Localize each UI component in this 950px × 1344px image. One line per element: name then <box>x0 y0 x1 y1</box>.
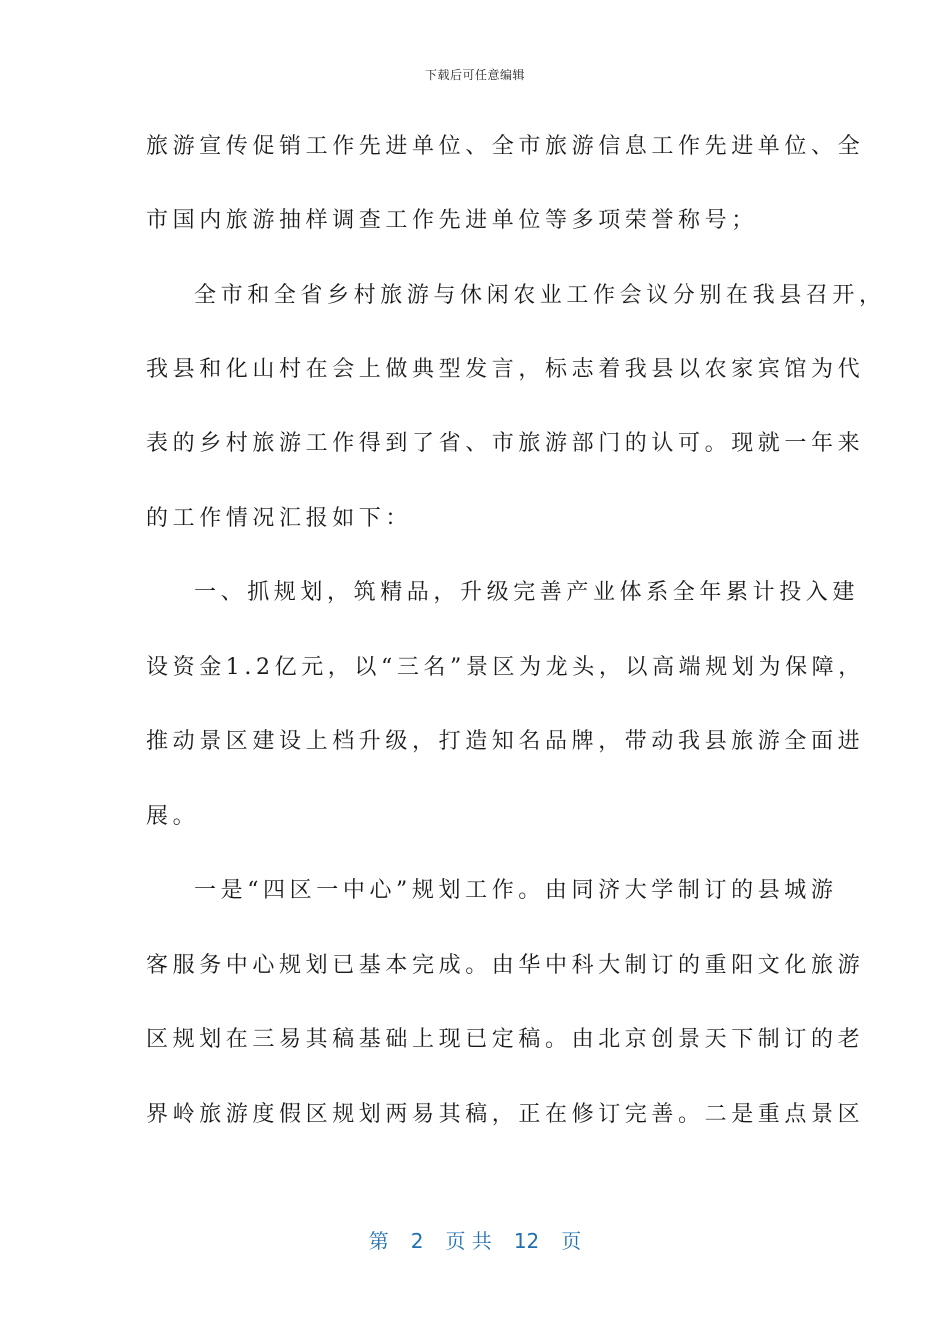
header-note: 下载后可任意编辑 <box>424 68 525 82</box>
text-line: 全市和全省乡村旅游与休闲农业工作会议分别在我县召开， <box>194 283 886 308</box>
text-line: 推动景区建设上档升级，打造知名品牌，带动我县旅游全面进 <box>146 729 865 754</box>
text-line: 客服务中心规划已基本完成。由华中科大制订的重阳文化旅游 <box>146 953 865 978</box>
text-line: 一、抓规划，筑精品，升级完善产业体系全年累计投入建 <box>194 580 860 605</box>
total-pages-number: 12 <box>513 1229 540 1253</box>
footer-middle: 页 共 <box>445 1229 492 1253</box>
text-line: 界岭旅游度假区规划两易其稿，正在修订完善。二是重点景区 <box>146 1102 865 1127</box>
text-line: 表的乡村旅游工作得到了省、市旅游部门的认可。现就一年来 <box>146 431 865 456</box>
footer-prefix: 第 <box>368 1229 389 1253</box>
text-line: 市国内旅游抽样调查工作先进单位等多项荣誉称号； <box>146 208 758 233</box>
text-line: 一是“四区一中心”规划工作。由同济大学制订的县城游 <box>194 878 838 903</box>
text-line: 的工作情况汇报如下： <box>146 506 413 531</box>
text-line: 我县和化山村在会上做典型发言，标志着我县以农家宾馆为代 <box>146 357 865 382</box>
text-line: 旅游宣传促销工作先进单位、全市旅游信息工作先进单位、全 <box>146 134 865 159</box>
text-line: 展。 <box>146 804 200 829</box>
text-line: 设资金1.2亿元，以“三名”景区为龙头，以高端规划为保障， <box>146 655 865 680</box>
page-footer <box>0 1225 950 1254</box>
text-line: 区规划在三易其稿基础上现已定稿。由北京创景天下制订的老 <box>146 1027 865 1052</box>
current-page-number: 2 <box>410 1229 424 1253</box>
footer-suffix: 页 <box>561 1229 582 1253</box>
